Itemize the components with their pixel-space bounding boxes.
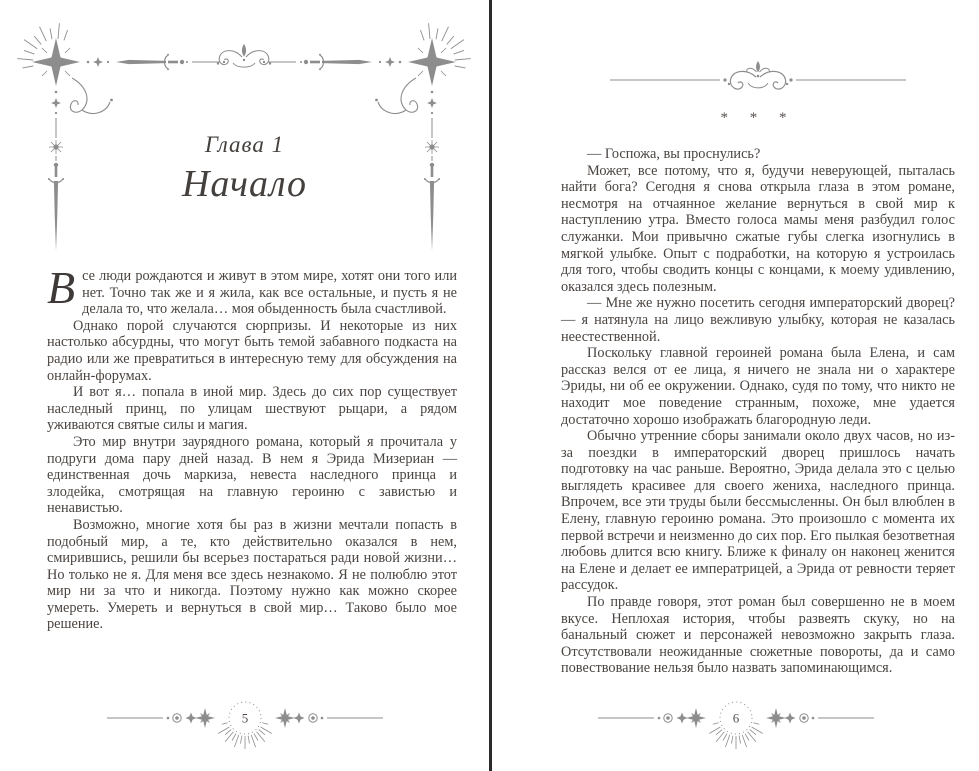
paragraph: И вот я… попала в иной мир. Здесь до сих пор существует наследный принц, по улицам шествуют рыцари, а рядом уживаются святые силы и магия.	[47, 384, 457, 434]
drop-cap: В	[47, 262, 76, 313]
page-number: 6	[732, 710, 739, 726]
page-footer-ornament	[596, 690, 876, 750]
page-footer-ornament	[105, 690, 385, 750]
diamond-spark-icon	[784, 713, 795, 724]
diamond-spark-icon	[293, 713, 304, 724]
right-page-body	[561, 146, 955, 677]
paragraph: Поскольку главной героиней романа была Елена, и сам рассказ велся от ее лица, я ничего не знала ни о характере Эриды, ни об ее окружении. Однако, судя по тому, что никто не находит мое поведение странным, похоже, мне удается достаточно хорошо изображать благородную леди.	[561, 345, 955, 428]
eight-point-star-icon	[275, 708, 295, 728]
eight-point-star-icon	[686, 708, 706, 728]
eight-point-star-icon	[766, 708, 786, 728]
sunburst-page-number	[709, 702, 763, 749]
diamond-spark-icon	[93, 57, 103, 67]
paragraph: Это мир внутри заурядного романа, который я прочитала у подруги дома пару дней назад. В нем я Эрида Мизериан — единственная дочь маркиза, невеста наследного принца и злодейка, смотрящая на главную героиню с завистью и ненавистью.	[47, 433, 457, 517]
chapter-label: Глава 1	[204, 132, 285, 157]
scene-break-asterisks: * * *	[720, 110, 796, 126]
left-page	[0, 0, 489, 771]
paragraph: Может, все потому, что я, будучи неверующей, пыталась найти бога? Сегодня я снова открыла глаза в этом романе, несмотря на отчаянное желание вернуться в свой мир к наступлению утра. Вместо голоса мамы меня разбудил голос служанки. Мои привычно сжатые губы слегка изогнулись в мягкой улыбке. Опыт с подработки, на которую я устроилась для того, чтобы сводить концы с концами, к моему удивлению, оказался здесь полезным.	[561, 162, 955, 295]
header-flourish-ornament	[608, 50, 908, 106]
scroll-flourish-icon	[70, 78, 110, 113]
paragraph: По правде говоря, этот роман был совершенно не в моем вкусе. Неплохая история, чтобы развеять скуку, но на банальный сюжет и персонажей невозможно закрыть глаза. Отсутствовали неожиданные сюжетные повороты, да и само повествование нельзя было назвать запоминающимся.	[561, 594, 955, 677]
eight-point-star-icon	[195, 708, 215, 728]
paragraph: — Госпожа, вы проснулись?	[587, 146, 761, 162]
right-page	[492, 0, 979, 771]
paragraph: — Мне же нужно посетить сегодня императорский дворец? — я натянула на лицо вежливую улыбку, которая не казалась неестественной.	[561, 295, 955, 345]
page-number: 5	[241, 710, 248, 726]
left-page-body	[47, 262, 457, 633]
fleur-flourish-icon	[728, 61, 788, 89]
fleur-flourish-icon	[217, 44, 271, 67]
diamond-spark-icon	[185, 713, 196, 724]
diamond-spark-icon	[676, 713, 687, 724]
dagger-icon	[116, 54, 188, 70]
paragraph	[47, 262, 457, 318]
chapter-title: Начало	[181, 163, 308, 205]
sunburst-page-number	[218, 702, 272, 749]
paragraph: Обычно утренние сборы занимали около двух часов, но из-за поездки в императорский дворец пришлось начать подготовку на час раньше. Вероятно, Эрида делала это с целью выглядеть красивее для своего жениха, наследного принца. Впрочем, все эти труды были бессмысленны. Он был влюблен в Елену, главную героиню романа. Это произошло с момента их первой встречи и неизменно до сих пор. Его пылкая безответная любовь длится всю книгу. Ближе к финалу он наконец женится на Елене и делает ее императрицей, а Эрида от ревности теряет рассудок.	[561, 428, 955, 594]
paragraph: Однако порой случаются сюрпризы. И некоторые из них настолько абсурдны, что могут быть темой забавного подкаста на радио или же превратиться в интересную тему для обсуждения на онлайн-форумах.	[47, 317, 457, 384]
paragraph: Возможно, многие хотя бы раз в жизни мечтали попасть в подобный мир, а те, кто действительно оказался в нем, смирившись, решили бы всерьез постараться ради новой жизни… Но только не я. Для меня все здесь незнакомо. Я не полюблю этот мир ни за что и никогда. Поэтому нужно как можно скорее умереть. Умереть и вернуться в свой мир… Таково было мое решение.	[47, 516, 457, 633]
paragraph-text: се люди рождаются и живут в этом мире, хотят они того или нет. Точно так же и я жила, как все остальные, и пусть я не делала то, что желала… моя обыденность была счастливой.	[82, 268, 457, 318]
